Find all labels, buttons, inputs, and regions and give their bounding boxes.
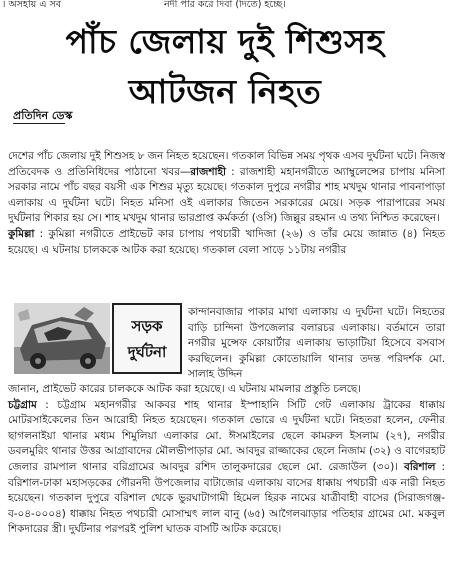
byline: প্রতিদিন ডেস্ক (13, 109, 73, 122)
article-body-wrap (188, 305, 445, 383)
strip-left-text: । অসহায় এ সব (2, 0, 62, 10)
section-label-box (112, 303, 182, 374)
paragraph-chattogram (8, 398, 445, 538)
article-body-top (8, 149, 445, 258)
section-label-line-1: সড়ক (131, 317, 163, 335)
paragraph-cumilla-end: জানান, প্রাইভেট কারের চালককে আটক করা হয়েছে। এ ঘটনায় মামলার প্রস্তুতি চলছে। (8, 383, 361, 395)
headline-line-1: পাঁচ জেলায় দুই শিশুসহ (65, 22, 385, 61)
chattogram-dateline: চট্টগ্রাম (8, 398, 37, 411)
barishal-dateline: বরিশাল (404, 460, 436, 473)
rajshahi-text: : রাজশাহী মহানগরীতে অ্যাম্বুলেন্সের চাপায় মনিসা সরকার নামে পাঁচ বছর বয়সী এক শিশুর মৃত্যু হয়েছে। গতকাল দুপুরে নগরীর শাহ মখদুম থানার পাবনাপাড়া এলাকায় এ দুর্ঘটনা ঘটে। নিহত মনিসা ওই এলাকার জিতেন সরকারের মেয়ে। সড়ক পারাপারের সময় দুর্ঘটনার শিকার হয় সে। শাহ মখদুম থানার ভারপ্রাপ্ত কর্মকর্তা (ওসি) জিল্লুর রহমান এ তথ্য নিশ্চিত করেছেন। (8, 165, 445, 225)
paragraph-cumilla (8, 227, 445, 258)
paragraph-cumilla-continued: কান্দানবাজার পাকার মাথা এলাকায় এ দুর্ঘটনা ঘটে। নিহতের বাড়ি চান্দিনা উপজেলার বলারচর এলাকায়। বর্তমানে তারা নগরীর মুন্সেফ কোয়ার্টার এলাকায় ভাড়াটিয়া হিসেবে বসবাস করছিলেন। কুমিল্লা কোতোয়ালি থানার তদন্ত পরিদর্শক মো. সালাহ উদ্দিন (188, 306, 445, 381)
rajshahi-dateline: রাজশাহী (190, 165, 226, 178)
strip-right-text: নদী পার করে দিবা (দিতে) হচ্ছে। (164, 0, 286, 10)
article-body-bottom (8, 382, 445, 538)
section-label-line-2: দুর্ঘটনা (127, 343, 167, 361)
cumilla-text: : কুমিল্লা নগরীতে প্রাইভেট কার চাপায় পথচারী খাদিজা (২৬) ও তাঁর মেয়ে জান্নাত (৪) নিহত হয়েছে। এ ঘটনায় চালককে আটক করা হয়েছে। গতকাল বেলা সাড়ে ১১টায় নগরীর (8, 227, 445, 256)
previous-article-strip (0, 0, 450, 14)
paragraph-intro (8, 149, 445, 227)
accident-photo (14, 303, 110, 374)
chattogram-text: : চট্টগ্রাম মহানগরীর আকবর শাহ থানার ইস্পাহানি সিটি গেট এলাকায় ট্রাকের ধাক্কায় মোটরসাইকেলের তিন আরোহী নিহত হয়েছেন। গতকাল ভোরে এ দুর্ঘটনা ঘটে। নিহতরা হলেন, ফেনীর ছাগলনাইয়া থানার মধ্যম শিমুলিয়া এলাকার মো. ঈসমাইলের ছেলে কামরুল ইসলাম (২৭), নগরীর ডবলমুরিং থানার উত্তর আগ্রাবাদের মৌলভীপাড়ার মো. আবদুর রাজ্জাকের ছেলে নিজাম (৩২) ও বাগেরহাট জেলার রামপাল থানার বরিগ্রামের আবদুর রশিদ তালুকদারের ছেলে মো. রেজাউল (৩০)। (8, 398, 445, 473)
wrecked-vehicle-image (14, 303, 110, 374)
headline-line-2: আটজন নিহত (128, 72, 322, 111)
byline-underline (13, 123, 65, 124)
intro-text: দেশের পাঁচ জেলায় দুই শিশুসহ ৮ জন নিহত হয়েছেন। গতকাল বিভিন্ন সময় পৃথক এসব দুর্ঘটনা ঘটে। নিজস্ব প্রতিবেদক ও প্রতিনিধিদের পাঠানো খবর— (8, 150, 445, 178)
cumilla-dateline: কুমিল্লা (8, 227, 35, 240)
barishal-text: : বরিশাল-ঢাকা মহাসড়কের গৌরনদী উপজেলার বাটাজোর এলাকায় বাসের ধাক্কায় পথচারী এক নারী নিহত হয়েছেন। গতকাল দুপুরে বরিশাল থেকে ভুরঘাটাগামী হিমেল হিরক নামের যাত্রীবাহী বাসের (সিরাজগঞ্জ-ব-০৪-০০০৪) ধাক্কায় নিহত পথচারী মোসাম্মৎ লাল বানু (৬৫) আগৈলঝাড়ার পতিহার গ্রামের মো. মকবুল শিকদারের স্ত্রী। দুর্ঘটনার পরপরই পুলিশ ঘাতক বাসটি আটক করেছে। (8, 460, 445, 536)
